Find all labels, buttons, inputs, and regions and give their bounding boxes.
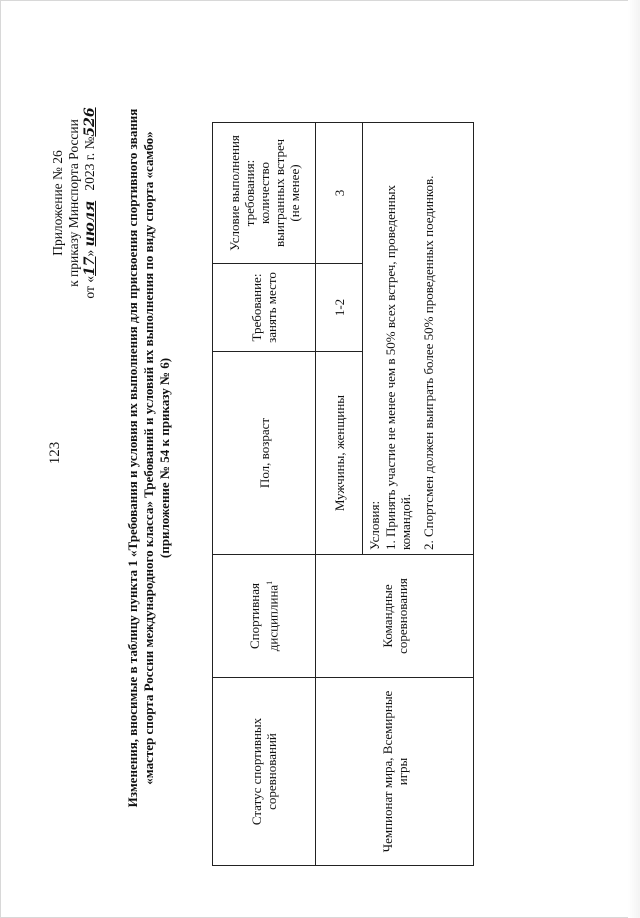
title-line-1: Изменения, вносимые в таблицу пункта 1 «Требования и условия их выполнения для присвоения спортивного звания <box>125 108 140 808</box>
footnote-marker: 1 <box>265 580 275 585</box>
conditions-label: Условия: <box>367 500 382 550</box>
page-number: 123 <box>47 441 63 465</box>
date-mid: » <box>82 249 97 257</box>
scan-edge <box>628 0 640 918</box>
header-discipline-label: Спортивная дисциплина <box>247 583 281 652</box>
condition-item-2: 2. Спортсмен должен выиграть более 50% проведенных поединков. <box>421 175 436 550</box>
appendix-header <box>50 88 98 318</box>
table-header-row <box>213 123 316 866</box>
year-text: 2023 г. № <box>82 136 97 191</box>
cell-conditions <box>363 123 474 555</box>
requirements-table <box>212 122 474 866</box>
appendix-number: Приложение № 26 <box>50 150 65 256</box>
header-requirement: Требование: занять место <box>213 264 316 352</box>
handwritten-month: июля <box>82 200 98 247</box>
handwritten-order-number: 526 <box>82 107 98 137</box>
table-row <box>316 123 363 866</box>
header-status: Статус спортивных соревнований <box>213 678 316 866</box>
handwritten-day: 17 <box>82 256 98 276</box>
header-condition: Условие выполнения требования: количество выигранных встреч (не менее) <box>213 123 316 264</box>
header-gender-age: Пол, возраст <box>213 352 316 555</box>
cell-wins: 3 <box>316 123 363 264</box>
appendix-date-line <box>82 88 98 318</box>
header-discipline <box>213 555 316 678</box>
title-line-2: «мастер спорта России международного класса» Требований и условий их выполнения по виду спорта «самбо» <box>141 131 156 785</box>
cell-place: 1-2 <box>316 264 363 352</box>
condition-item-1: 1. Принять участие не менее чем в 50% всех встреч, проведенных командой. <box>383 185 413 550</box>
appendix-order-ref: к приказу Минспорта России <box>66 119 81 287</box>
date-prefix: от « <box>82 276 97 299</box>
cell-discipline: Командные соревнования <box>316 555 474 678</box>
title-line-3: (приложение № 54 к приказу № 6) <box>157 357 172 559</box>
cell-status: Чемпионат мира, Всемирные игры <box>316 678 474 866</box>
cell-gender-age: Мужчины, женщины <box>316 352 363 555</box>
document-title <box>125 38 173 878</box>
